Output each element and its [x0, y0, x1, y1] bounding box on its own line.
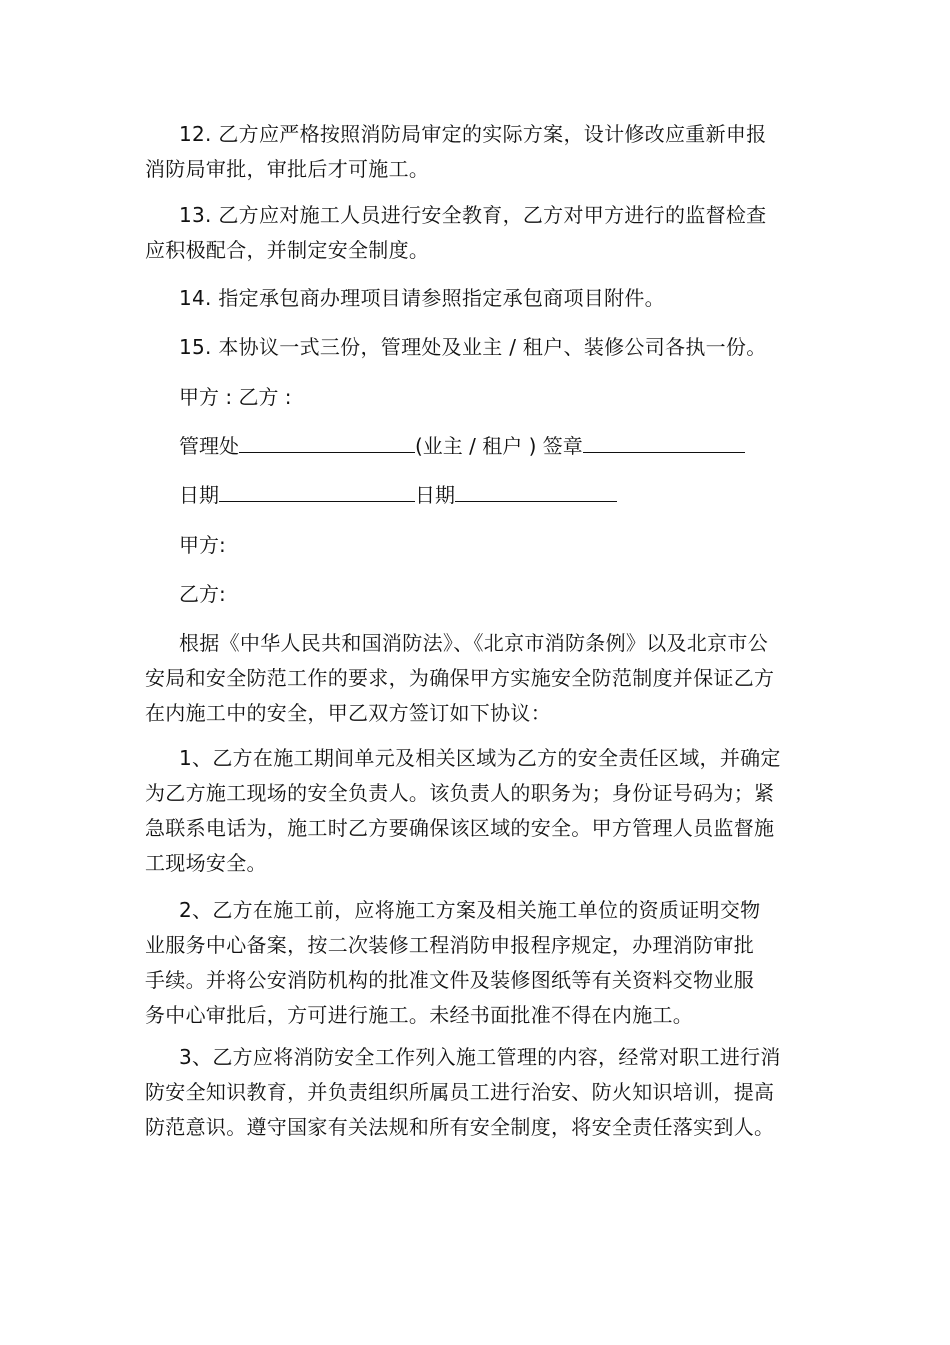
date-row: [179, 478, 617, 513]
management-label: 管理处: [179, 434, 239, 458]
clause-15: 15. 本协议一式三份，管理处及业主 / 租户、装修公司各执一份。: [179, 335, 767, 359]
management-signature-blank: [239, 430, 415, 453]
date-blank-b: [455, 479, 617, 502]
owner-signature-label: (业主 / 租户 ) 签章: [415, 434, 583, 458]
party-a-label: 甲方:: [179, 533, 226, 557]
clause-3: 3、乙方应将消防安全工作列入施工管理的内容，经常对职工进行消防安全知识教育，并负责组织所属员工进行治安、防火知识培训，提高防范意识。遵守国家有关法规和所有安全制度，将安全责任落实到人。: [145, 1045, 781, 1139]
party-b-label: 乙方:: [179, 582, 226, 606]
clause-13: 13. 乙方应对施工人员进行安全教育，乙方对甲方进行的监督检查应积极配合，并制定安全制度。: [145, 203, 767, 262]
party-line: 甲方 : 乙方 :: [179, 385, 292, 409]
date-label-b: 日期: [415, 483, 455, 507]
date-label-a: 日期: [179, 483, 219, 507]
date-blank-a: [219, 479, 415, 502]
owner-signature-blank: [583, 430, 745, 453]
clause-1: 1、乙方在施工期间单元及相关区域为乙方的安全责任区域，并确定为乙方施工现场的安全负责人。该负责人的职务为；身份证号码为；紧急联系电话为，施工时乙方要确保该区域的安全。甲方管理人员监督施工现场安全。: [145, 746, 781, 875]
clause-2: 2、乙方在施工前，应将施工方案及相关施工单位的资质证明交物业服务中心备案，按二次装修工程消防申报程序规定，办理消防审批手续。并将公安消防机构的批准文件及装修图纸等有关资料交物业服务中心审批后，方可进行施工。未经书面批准不得在内施工。: [145, 898, 761, 1027]
clause-12: 12. 乙方应严格按照消防局审定的实际方案，设计修改应重新申报消防局审批，审批后才可施工。: [145, 122, 767, 181]
signature-row: [179, 429, 745, 464]
clause-14: 14. 指定承包商办理项目请参照指定承包商项目附件。: [179, 286, 665, 310]
agreement-intro: 根据《中华人民共和国消防法》、《北京市消防条例》以及北京市公安局和安全防范工作的要求，为确保甲方实施安全防范制度并保证乙方在内施工中的安全，甲乙双方签订如下协议：: [145, 631, 775, 725]
